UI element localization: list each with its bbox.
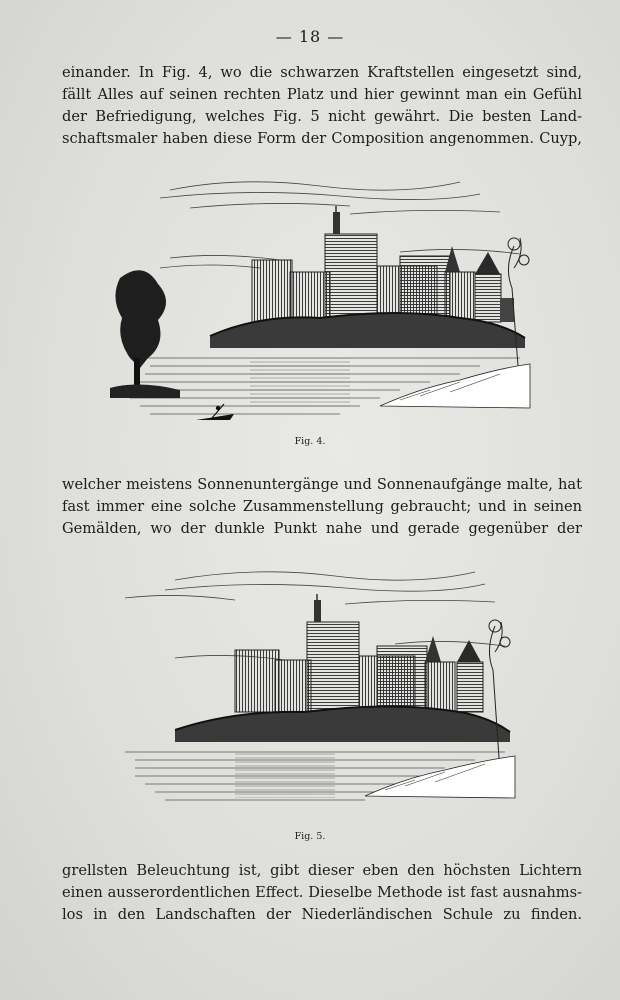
dark-tree-left [110,270,180,398]
paragraph-1 [62,62,582,150]
text-line: fast immer eine solche Zusammenstellung gebraucht; und in seinen [62,498,582,515]
figure-5-engraving [115,560,520,825]
paragraph-3 [62,860,582,926]
text-line: einen ausserordentlichen Effect. Dieselbe Methode ist fast ausnahms- [62,884,582,901]
text-line: schaftsmaler haben diese Form der Composition angenommen. Cuyp, [62,130,582,147]
castle [235,594,483,712]
paragraph-2 [62,474,582,540]
figure-5-caption: Fig. 5. [294,831,326,842]
text-line: Gemälden, wo der dunkle Punkt nahe und gerade gegenüber der [62,520,582,537]
text-line: einander. In Fig. 4, wo die schwarzen Kraftstellen eingesetzt sind, [62,64,582,81]
rowing-boat [196,404,234,420]
text-line: welcher meistens Sonnenuntergänge und Sonnenaufgänge malte, hat [62,476,582,493]
text-line: grellsten Beleuchtung ist, gibt dieser eben den höchsten Lichtern [62,862,582,879]
text-line: fällt Alles auf seinen rechten Platz und hier gewinnt man ein Gefühl [62,86,582,103]
figure-4-engraving [100,168,540,438]
text-line: los in den Landschaften der Niederländischen Schule zu finden. [62,906,582,923]
figure-4-caption: Fig. 4. [294,436,326,447]
castle [252,206,514,322]
page-number: — 18 — [275,27,345,46]
text-line: der Befriedigung, welches Fig. 5 nicht gewährt. Die besten Land- [62,108,582,125]
